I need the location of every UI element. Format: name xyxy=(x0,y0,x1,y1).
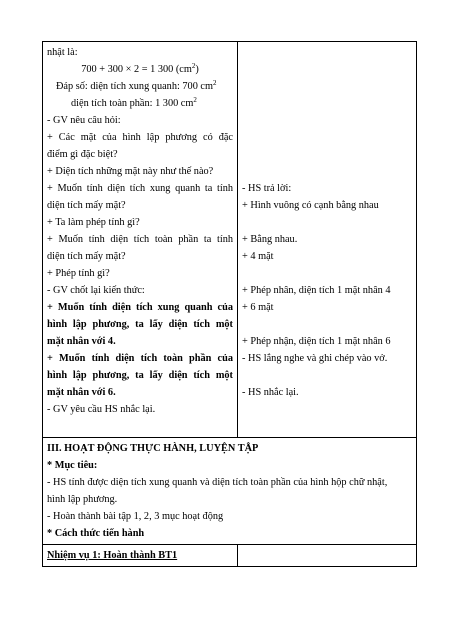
spacer xyxy=(242,44,412,61)
superscript: 2 xyxy=(193,96,197,104)
teacher-activity-cell xyxy=(43,42,238,438)
text-line: + Hình vuông có cạnh bằng nhau xyxy=(242,200,379,211)
task-cell xyxy=(43,545,238,567)
spacer xyxy=(242,61,412,78)
table-row xyxy=(43,438,417,545)
text-line: nhật là: xyxy=(47,47,78,58)
text-line: + Phép nhân, diện tích 1 mặt nhân 4 xyxy=(242,285,391,296)
text-line: + Bằng nhau. xyxy=(242,234,298,245)
text-line: - HS trả lời: xyxy=(242,183,292,194)
formula-line xyxy=(47,61,233,78)
bold-line: hình lập phương, ta lấy diện tích một xyxy=(47,370,233,381)
bold-line: mặt nhân với 6. xyxy=(47,387,116,398)
empty-cell xyxy=(238,545,417,567)
method-label: * Cách thức tiến hành xyxy=(47,528,145,539)
text-line: + Diện tích những mặt này như thế nào? xyxy=(47,166,214,177)
text-line: + Muốn tính diện tích xung quanh ta tính xyxy=(47,183,233,194)
formula-text: 700 + 300 × 2 = 1 300 (cm xyxy=(81,64,192,75)
text-line: - GV chốt lại kiến thức: xyxy=(47,285,145,296)
bold-line: + Muốn tính diện tích toàn phần của xyxy=(47,353,233,364)
text-line: + Phép tính gì? xyxy=(47,268,110,279)
text-line: - Hoàn thành bài tập 1, 2, 3 mục hoạt động xyxy=(47,511,224,522)
text-line: hình lập phương. xyxy=(47,494,118,505)
text-line: diện tích mấy mặt? xyxy=(47,200,126,211)
spacer xyxy=(242,146,412,163)
text-line: + Ta làm phép tính gì? xyxy=(47,217,140,228)
formula-close: ) xyxy=(195,64,199,75)
superscript: 2 xyxy=(191,62,196,70)
goal-label: * Mục tiêu: xyxy=(47,460,98,471)
spacer xyxy=(242,163,412,180)
text-line: + 4 mặt xyxy=(242,251,274,262)
bold-line: + Muốn tính diện tích xung quanh của xyxy=(47,302,233,313)
student-activity-cell xyxy=(238,42,417,438)
table-row xyxy=(43,545,417,567)
bold-line: mặt nhân với 4. xyxy=(47,336,116,347)
text-line: - GV nêu câu hỏi: xyxy=(47,115,121,126)
table-row xyxy=(43,42,417,438)
answer-text: diện tích toàn phần: 1 300 cm xyxy=(71,98,194,109)
text-line: - HS lắng nghe và ghi chép vào vở. xyxy=(242,353,388,364)
spacer xyxy=(242,112,412,129)
answer-line xyxy=(47,95,233,112)
spacer xyxy=(242,214,412,231)
text-line: + Các mặt của hình lập phương có đặc xyxy=(47,132,233,143)
spacer xyxy=(47,418,233,435)
section-cell xyxy=(43,438,417,545)
bold-line: hình lập phương, ta lấy diện tích một xyxy=(47,319,233,330)
text-line: điểm gì đặc biệt? xyxy=(47,149,118,160)
text-line: + Phép nhận, diện tích 1 mặt nhân 6 xyxy=(242,336,391,347)
lesson-table xyxy=(42,41,417,567)
text-line: + Muốn tính diện tích toàn phần ta tính xyxy=(47,234,233,245)
text-line: - HS tính được diện tích xung quanh và diện tích toàn phần của hình hộp chữ nhật, xyxy=(47,477,388,488)
answer-text: Đáp số: diện tích xung quanh: 700 cm xyxy=(56,81,214,92)
text-line: + 6 mặt xyxy=(242,302,274,313)
spacer xyxy=(242,367,412,384)
task-label: Nhiệm vụ 1: Hoàn thành BT1 xyxy=(47,550,178,561)
text-line: - GV yêu cầu HS nhắc lại. xyxy=(47,404,156,415)
text-line: diện tích mấy mặt? xyxy=(47,251,126,262)
section-heading: III. HOẠT ĐỘNG THỰC HÀNH, LUYỆN TẬP xyxy=(47,443,259,454)
spacer xyxy=(242,129,412,146)
spacer xyxy=(242,95,412,112)
spacer xyxy=(242,265,412,282)
spacer xyxy=(242,316,412,333)
answer-line xyxy=(47,78,233,95)
spacer xyxy=(242,78,412,95)
text-line: - HS nhắc lại. xyxy=(242,387,299,398)
superscript: 2 xyxy=(213,79,217,87)
